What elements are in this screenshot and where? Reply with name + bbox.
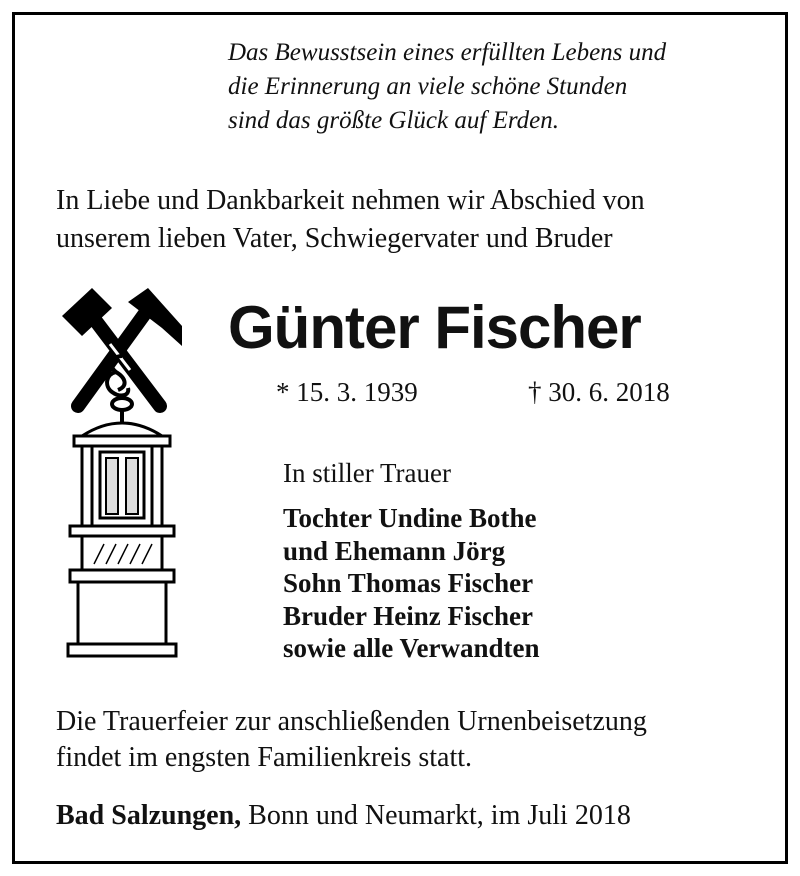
deceased-name: Günter Fischer	[228, 294, 641, 361]
mourning-intro: In stiller Trauer	[283, 458, 451, 488]
intro-line: unserem lieben Vater, Schwiegervater und Bruder	[56, 223, 613, 254]
motto-line: Das Bewusstsein eines erfüllten Lebens und	[228, 39, 667, 66]
motto-quote	[228, 36, 768, 138]
closing-place: Bad Salzungen,	[56, 800, 242, 831]
list-item: Sohn Thomas Fischer	[283, 568, 534, 598]
list-item: und Ehemann Jörg	[283, 535, 506, 566]
farewell-intro	[56, 182, 776, 258]
mourners-list	[283, 502, 540, 665]
intro-line: In Liebe und Dankbarkeit nehmen wir Abschied von	[56, 185, 645, 216]
ceremony-note	[56, 704, 776, 776]
motto-line: die Erinnerung an viele schöne Stunden	[228, 73, 628, 100]
death-date: † 30. 6. 2018	[528, 377, 670, 407]
closing-rest: Bonn und Neumarkt, im Juli 2018	[241, 800, 631, 831]
ceremony-line: Die Trauerfeier zur anschließenden Urnenbeisetzung	[56, 706, 647, 737]
miners-emblem-icon	[56, 282, 188, 662]
list-item: sowie alle Verwandten	[283, 633, 540, 663]
ceremony-line: findet im engsten Familienkreis statt.	[56, 742, 473, 773]
birth-date: * 15. 3. 1939	[276, 377, 418, 407]
closing-line	[56, 796, 631, 836]
list-item: Tochter Undine Bothe	[283, 503, 537, 533]
list-item: Bruder Heinz Fischer	[283, 600, 533, 631]
motto-line: sind das größte Glück auf Erden.	[228, 107, 559, 134]
miners-lamp-icon	[68, 423, 176, 656]
